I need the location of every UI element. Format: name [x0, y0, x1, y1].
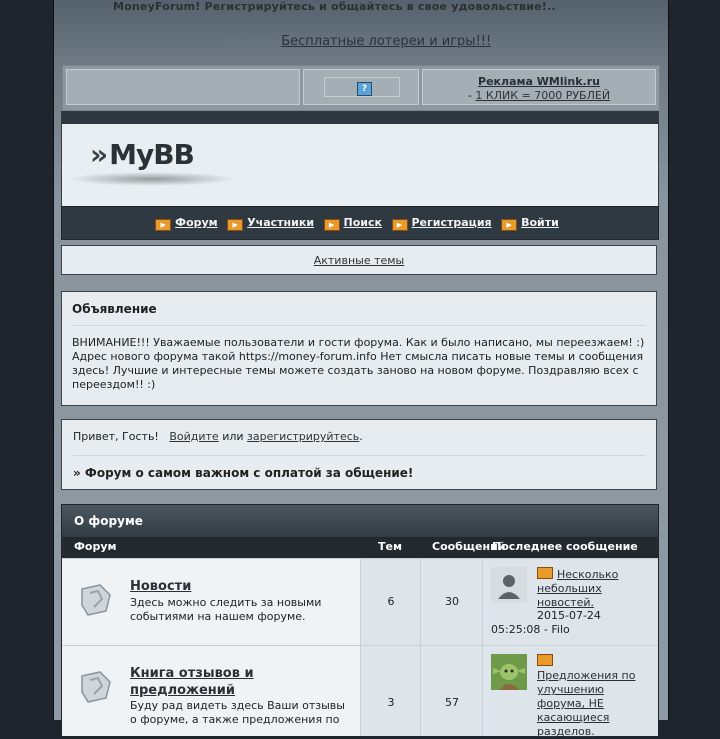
forum-row	[62, 558, 658, 645]
active-topics-link[interactable]: Активные темы	[313, 254, 405, 267]
members-icon: ▶	[227, 219, 243, 231]
forum-link-news[interactable]: Новости	[130, 579, 192, 594]
posts-count: 57	[445, 696, 459, 709]
topics-count: 6	[387, 595, 395, 608]
column-headers	[62, 537, 658, 558]
forum-status-icon	[76, 579, 114, 617]
freelink	[228, 34, 491, 49]
announcement-title: Объявление	[72, 302, 646, 326]
last-post-title[interactable]: Предложения по улучшению форума, НЕ касающиеся разделов.	[537, 669, 636, 738]
forum-header	[61, 111, 659, 207]
last-post-title[interactable]: Несколько небольших новостей.	[537, 568, 619, 609]
nav-login[interactable]	[501, 216, 565, 229]
nav-register[interactable]	[392, 216, 498, 229]
forum-description: Буду рад видеть здесь Ваши отзывы о форуме, а также предложения по	[130, 699, 345, 726]
nav-forum-label[interactable]: Форум	[175, 216, 218, 229]
goto-post-icon	[537, 654, 553, 666]
ad-title-link[interactable]: Реклама WMlink.ru	[478, 75, 600, 88]
freelink-tag[interactable]: FreeLink:	[228, 37, 274, 48]
welcome-line	[73, 430, 645, 456]
goto-post-icon	[537, 567, 553, 579]
last-post-cell	[482, 559, 658, 645]
posts-cell	[420, 559, 483, 645]
col-forum: Форум	[74, 540, 117, 553]
last-post-date: 2015-07-24	[537, 609, 601, 622]
forum-icon: ▶	[155, 219, 171, 231]
active-topics-bar	[61, 245, 657, 275]
header-band	[62, 112, 658, 124]
welcome-box	[61, 419, 657, 490]
login-link[interactable]: Войдите	[169, 430, 219, 443]
logo-shadow	[67, 172, 237, 186]
logo-text: MyBB	[109, 138, 194, 171]
main-navigation	[61, 206, 659, 240]
login-icon: ▶	[501, 219, 517, 231]
ad-click-link[interactable]: 1 КЛИК = 7000 РУБЛЕЙ	[475, 89, 611, 102]
last-post-time: 05:25:08	[491, 623, 541, 636]
user-silhouette-icon	[491, 567, 527, 603]
category-about-forum	[61, 504, 659, 738]
nav-register-label[interactable]: Регистрация	[411, 216, 492, 229]
col-posts: Сообщений	[432, 540, 506, 553]
forum-title: » Форум о самом важном с оплатой за общение!	[73, 466, 414, 480]
ad-cell-empty	[66, 69, 300, 105]
nav-forum[interactable]	[155, 216, 224, 229]
mybb-logo[interactable]	[90, 138, 194, 171]
forum-description: Здесь можно следить за новыми событиями на нашем форуме.	[130, 596, 322, 623]
last-post-link[interactable]	[537, 567, 637, 610]
col-topics: Тем	[378, 540, 402, 553]
topics-cell	[360, 559, 421, 645]
logo-chevrons: »	[90, 138, 108, 171]
search-icon: ▶	[324, 219, 340, 231]
category-title[interactable]: О форуме	[62, 505, 658, 537]
period: .	[359, 430, 363, 443]
posts-cell	[420, 646, 483, 736]
avatar[interactable]	[491, 567, 527, 603]
nav-members[interactable]	[227, 216, 320, 229]
forum-link-feedback[interactable]: Книга отзывов и предложений	[130, 666, 254, 698]
or-text: или	[222, 430, 244, 443]
topics-count: 3	[387, 696, 395, 709]
announcement-text: ВНИМАНИЕ!!! Уважаемые пользователи и гости форума. Как и было написано, мы переезжаем! :) Адрес нового форума такой https://money-forum.info Нет смысла писать новые темы и сообщения здесь! Лучшие и интересные темы можете создать заново на новом форуме. Поздравляю всех с переездом!! :)	[72, 336, 645, 391]
col-last: Последнее сообщение	[492, 540, 638, 553]
nav-search[interactable]	[324, 216, 388, 229]
ad-cell-middle	[303, 69, 419, 105]
nav-search-label[interactable]: Поиск	[343, 216, 382, 229]
nav-login-label[interactable]: Войти	[521, 216, 559, 229]
nav-members-label[interactable]: Участники	[247, 216, 315, 229]
ad-table	[62, 65, 660, 111]
ad-image-box[interactable]	[324, 77, 400, 97]
forum-status-icon	[76, 666, 114, 704]
avatar[interactable]	[491, 654, 527, 690]
announcement-box	[61, 291, 657, 406]
register-link[interactable]: зарегистрируйтесь	[247, 430, 360, 443]
topics-cell	[360, 646, 421, 736]
last-post-link[interactable]	[537, 654, 637, 739]
question-icon: ?	[357, 82, 372, 96]
register-icon: ▶	[392, 219, 408, 231]
last-post-meta: 05:25:08 - Filo	[491, 623, 570, 636]
freelink-link[interactable]: Бесплатные лотереи и игры!!!	[281, 34, 492, 49]
posts-count: 30	[445, 595, 459, 608]
last-post-cell	[482, 646, 658, 736]
ad-dash: -	[467, 89, 472, 102]
forum-row	[62, 645, 658, 736]
yoda-avatar-icon	[491, 654, 527, 690]
ad-cell-wmlink	[422, 69, 656, 105]
last-post-author[interactable]: Filo	[551, 623, 570, 636]
greeting: Привет, Гость!	[73, 430, 159, 443]
top-banner-text: MoneyForum! Регистрируйтесь и общайтесь в свое удовольствие!..	[113, 0, 556, 13]
